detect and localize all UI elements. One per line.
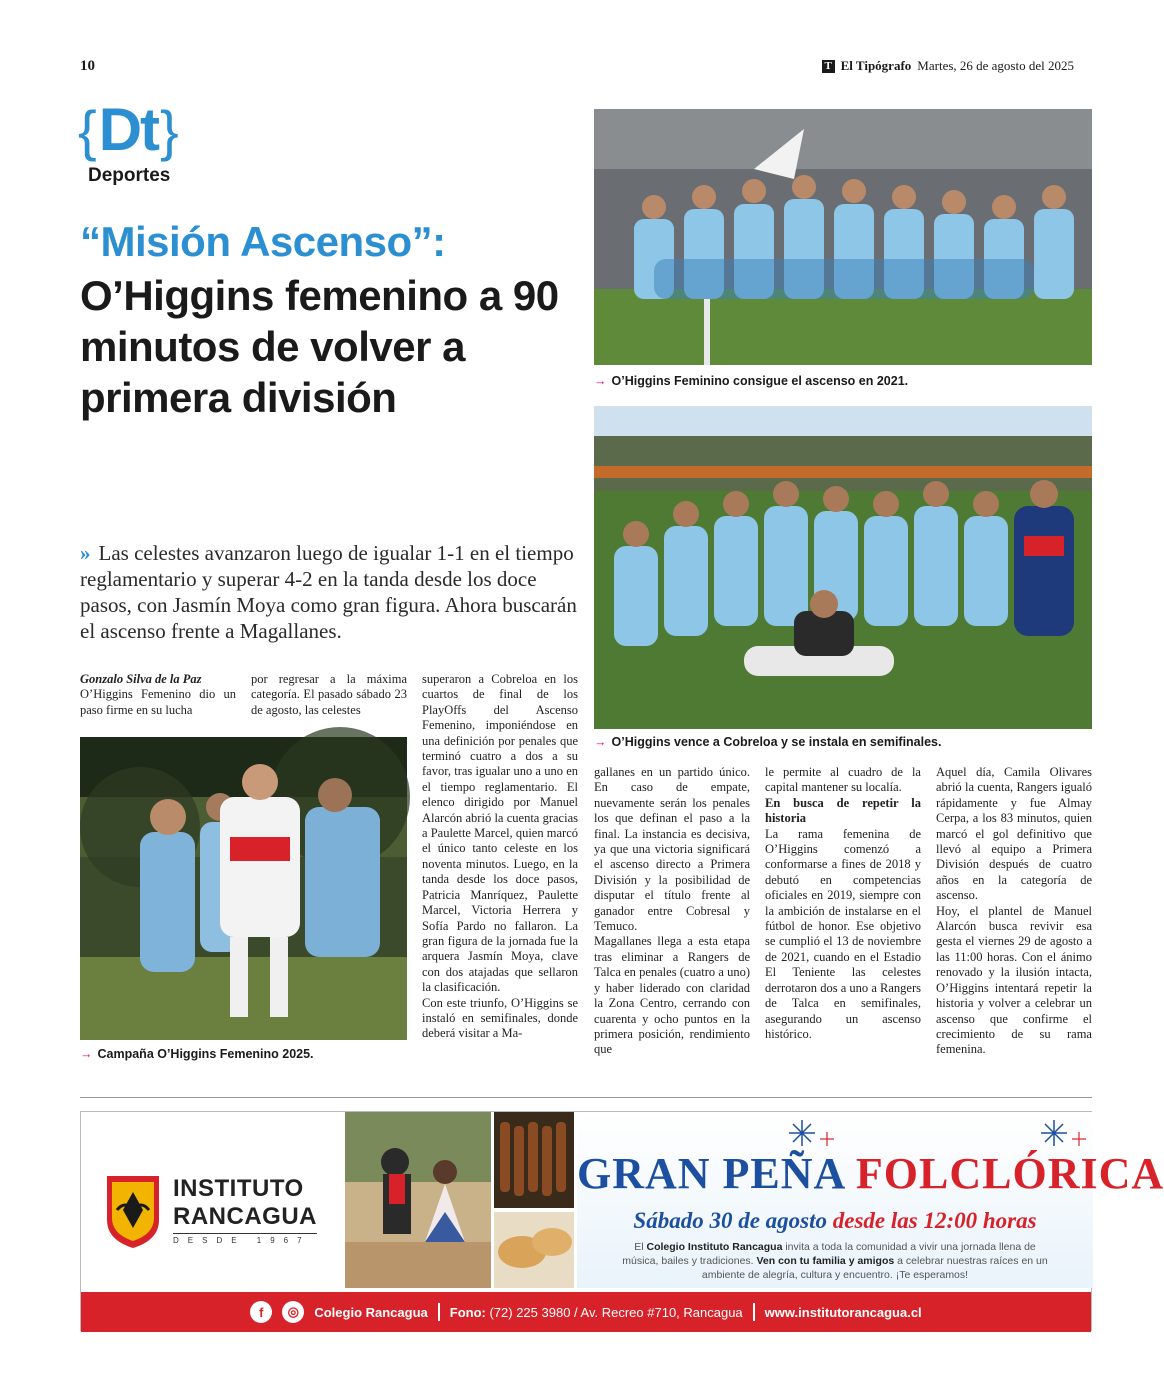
photo-empanadas [494, 1212, 574, 1288]
footer-contact [450, 1305, 743, 1320]
caption-arrow-icon: → [594, 374, 607, 388]
photo-campaign-2025 [80, 737, 407, 1040]
footer-school: Colegio Rancagua [314, 1304, 428, 1320]
facebook-icon[interactable]: f [250, 1301, 272, 1323]
section-logo [78, 96, 198, 187]
caption-arrow-icon: → [80, 1047, 93, 1061]
brace-close: } [160, 99, 179, 162]
headline: O’Higgins femenino a 90 minutos de volver a primera división [80, 272, 559, 421]
col4b-text: Magallanes llega a esta etapa tras eliminar a Rangers de Talca en penales (cuatro a uno) y haber liderado con claridad la Zona Centro, cerrando con cuarenta y ocho puntos en la primera posición, rendimiento que [594, 934, 750, 1057]
footer-separator [438, 1303, 440, 1321]
institute-name-2: RANCAGUA [173, 1203, 317, 1230]
photo-anticuchos [494, 1112, 574, 1208]
caption-campaign-2025 [80, 1047, 314, 1061]
institute-name-1: INSTITUTO [173, 1175, 304, 1202]
phone-address: (72) 225 3980 / Av. Recreo #710, Rancagua [485, 1304, 743, 1320]
section-abbr: Dt [98, 96, 159, 163]
caption-text: Campaña O’Higgins Femenino 2025. [97, 1047, 314, 1061]
caption-text: O’Higgins vence a Cobreloa y se instala en semifinales. [611, 735, 942, 749]
newspaper-name: El Tipógrafo [840, 58, 912, 73]
event-title [577, 1148, 1164, 1199]
article-col-6 [936, 765, 1092, 1058]
caption-arrow-icon: → [594, 735, 607, 749]
caption-ascenso-2021 [594, 374, 908, 388]
phone-label: Fono: [449, 1304, 486, 1320]
invite-school: Colegio Instituto Rancagua [646, 1241, 783, 1253]
caption-text: O’Higgins Feminino consigue el ascenso en 2021. [611, 374, 909, 388]
article-col-3 [422, 672, 578, 1042]
footer-website[interactable]: www.institutorancagua.cl [764, 1304, 922, 1320]
col5-text: le permite al cuadro de la capital mantener su localía. [765, 765, 921, 795]
col3b-text: Con este triunfo, O’Higgins se instaló en semifinales, donde deberá visitar a Ma- [422, 995, 578, 1041]
invite-text: El [634, 1241, 647, 1253]
col4-text: gallanes en un partido único. En caso de empate, nuevamente serán los penales los que definan el paso a la final. La instancia es decisiva, ya que una victoria significará el ascenso directo a Primera División y la posibilidad de disputar el título frente al ganador entre Cobresal y Temuco. [594, 765, 750, 934]
invite-text: invita a toda la comunidad a vivir una jornada llena de música, bailes y tradiciones. [622, 1241, 1036, 1267]
masthead [822, 58, 1074, 74]
instagram-icon[interactable]: ◎ [282, 1301, 304, 1323]
photo-ascenso-2021 [594, 109, 1092, 365]
invite-highlight: Ven con tu familia y amigos [756, 1255, 895, 1267]
institute-since: DESDE 1967 [173, 1233, 317, 1245]
photo-vs-cobreloa [594, 406, 1092, 729]
subhead: En busca de repetir la historia [765, 795, 921, 826]
event-title-red: FOLCLÓRICA [855, 1149, 1164, 1198]
ad-footer [81, 1292, 1091, 1332]
deck-text: Las celestes avanzaron luego de igualar 1-1 en el tiempo reglamentario y superar 4-2 en la tanda desde los doce pasos, con Jasmín Moya como gran figura. Ahora buscarán el ascenso frente a Magallanes. [80, 541, 577, 643]
photo-dancers [345, 1112, 491, 1288]
firework-icon [1039, 1118, 1089, 1148]
headline-kicker: “Misión Ascenso”: [80, 218, 446, 265]
byline: Gonzalo Silva de la Paz [80, 672, 202, 686]
footer-separator [753, 1303, 755, 1321]
event-date-day: Sábado 30 de agosto [633, 1208, 828, 1233]
article-col-5 [765, 765, 921, 1042]
issue-date: Martes, 26 de agosto del 2025 [917, 58, 1074, 73]
event-date [577, 1208, 1093, 1234]
institute-logo [103, 1170, 317, 1250]
col6-text: Aquel día, Camila Olivares abrió la cuenta, Rangers igualó rápidamente y fue Almay Cerpa, a los 83 minutos, quien marcó el gol definitivo que llevó al equipo a Primera División después de cuatro años en la categoría de ascenso. [936, 765, 1092, 903]
firework-icon [787, 1118, 837, 1148]
event-invite [617, 1240, 1053, 1282]
caption-vs-cobreloa [594, 735, 942, 749]
section-label: Deportes [88, 165, 171, 186]
newspaper-logo-icon: T [822, 60, 835, 73]
page-number: 10 [80, 58, 95, 74]
article-col-2 [251, 672, 407, 718]
crest-icon [103, 1170, 163, 1250]
advertisement[interactable] [80, 1111, 1164, 1331]
article-col-4 [594, 765, 750, 1058]
event-banner [577, 1112, 1164, 1288]
article-col-1 [80, 672, 236, 718]
article-deck [80, 540, 580, 644]
event-title-blue: GRAN PEÑA [577, 1149, 844, 1198]
col3-text: superaron a Cobreloa en los cuartos de final de los PlayOffs del Ascenso Femenino, imponiéndose en una definición por penales que terminó cuatro a dos a su favor, tras igualar uno a uno en el tiempo reglamentario. El elenco dirigido por Manuel Alarcón abrió la cuenta gracias a Paulette Marcel, quien marcó el único tanto celeste en los noventa minutos. Luego, en la tanda desde los doce pasos, Patricia Manríquez, Paulette Marcel, Victoria Herrera y Sofía Pardo no fallaron. La gran figura de la jornada fue la arquera Jasmín Moya, clave con dos atajadas que sellaron la clasificación. [422, 672, 578, 995]
col5b-text: La rama femenina de O’Higgins comenzó a conformarse a fines de 2018 y debutó en competencias oficiales en 2019, siempre con la ambición de instalarse en el fútbol de honor. Ese objetivo se cumplió el 13 de noviembre de 2021, cuando en el Estadio El Teniente las celestes derrotaron dos a uno a Rangers de Talca en semifinales, asegurando un ascenso histórico. [765, 826, 921, 1041]
brace-open: { [78, 99, 97, 162]
col1-text: O’Higgins Femenino dio un paso firme en su lucha [80, 687, 236, 717]
deck-marker-icon: » [80, 541, 91, 565]
event-date-time: desde las 12:00 horas [832, 1208, 1037, 1233]
col6b-text: Hoy, el plantel de Manuel Alarcón busca revivir esa gesta el viernes 29 de agosto a las 11:00 horas. Con el ánimo renovado y la ilusión intacta, O’Higgins intentará repetir la historia y volver a celebrar un ascenso que confirme el crecimiento de su rama femenina. [936, 903, 1092, 1057]
divider [80, 1097, 1092, 1098]
col2-text: por regresar a la máxima categoría. El pasado sábado 23 de agosto, las celestes [251, 672, 407, 717]
invite-text: a celebrar nuestras raíces en un ambiente de alegría, cultura y encuentro. ¡Te esperamos! [701, 1255, 1048, 1281]
